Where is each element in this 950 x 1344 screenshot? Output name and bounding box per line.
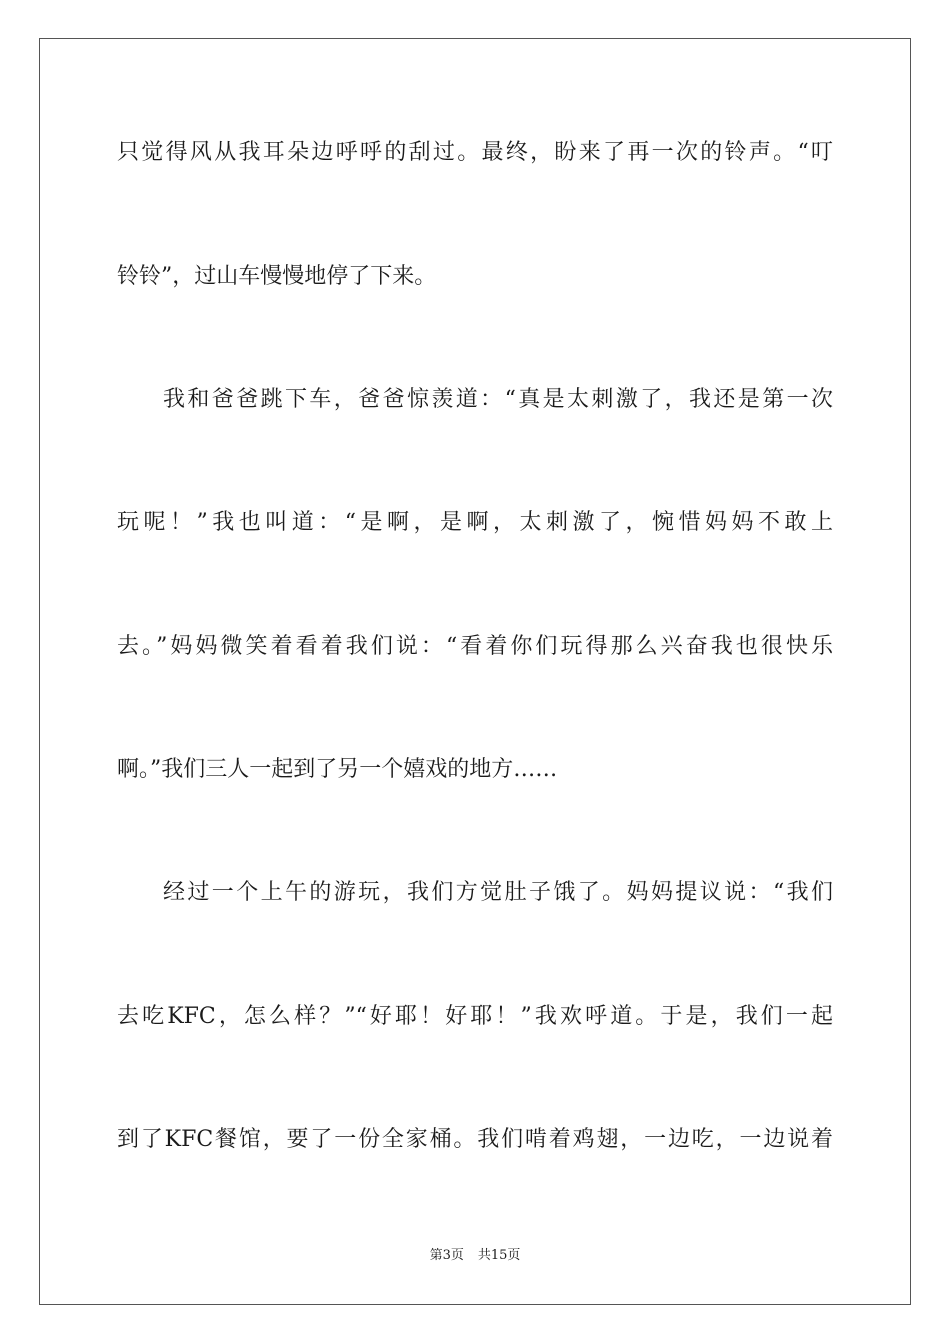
text-line-8: 去吃KFC，怎么样？”“好耶！好耶！”我欢呼道。于是，我们一起: [117, 1004, 833, 1029]
text-line-9: 到了KFC餐馆，要了一份全家桶。我们啃着鸡翅，一边吃，一边说着: [117, 1127, 833, 1152]
text-line-4: 玩呢！”我也叫道：“是啊，是啊，太刺激了，惋惜妈妈不敢上: [117, 510, 833, 535]
page-number: 第3页: [429, 1248, 464, 1263]
text-line-2: 铃铃”，过山车慢慢地停了下来。: [117, 264, 437, 289]
page-frame: [39, 38, 911, 1305]
text-line-7: 经过一个上午的游玩，我们方觉肚子饿了。妈妈提议说：“我们: [163, 880, 833, 905]
text-line-3: 我和爸爸跳下车，爸爸惊羡道：“真是太刺激了，我还是第一次: [163, 387, 833, 412]
text-line-1: 只觉得风从我耳朵边呼呼的刮过。最终，盼来了再一次的铃声。“叮: [117, 140, 833, 165]
text-line-5: 去。”妈妈微笑着看着我们说：“看着你们玩得那么兴奋我也很快乐: [117, 634, 833, 659]
text-line-6: 啊。”我们三人一起到了另一个嬉戏的地方……: [117, 757, 558, 782]
page-footer: [0, 1247, 950, 1265]
page-total: 共15页: [477, 1248, 521, 1263]
